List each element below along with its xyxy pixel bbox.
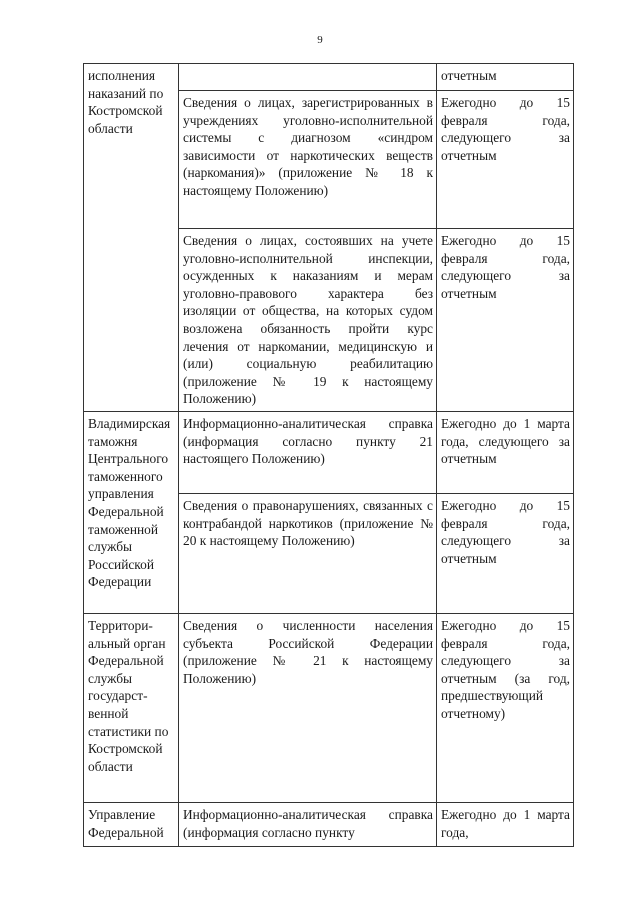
deadline-text: отчетным (441, 68, 497, 83)
agency-text: Территориальный орган Федеральной службы государственной статистики по Костромской области (88, 617, 169, 774)
deadline-text: Ежегодно до 1 марта года, следующего за отчетным (441, 415, 570, 467)
table-row (84, 613, 574, 802)
document-cell (179, 802, 437, 846)
document-text: Информационно-аналитическая справка (информация согласно пункту 21 настоящего Положению) (183, 415, 433, 467)
document-text: Сведения о численности населения субъекта Российской Федерации (приложение № 21 к настоящему Положению) (183, 617, 433, 686)
deadline-text: Ежегодно до 15 февраля года, следующего за отчетным (441, 95, 570, 163)
document-cell (179, 411, 437, 493)
agency-text: Управление Федеральной (88, 806, 164, 840)
deadline-text: Ежегодно до 15 февраля года, следующего за отчетным (441, 497, 570, 566)
deadline-text: Ежегодно до 15 февраля года, следующего за отчетным (за год, предшествующий отчетному) (441, 617, 570, 721)
document-text: Информационно-аналитическая справка (информация согласно пункту (183, 806, 433, 840)
document-cell (179, 91, 437, 229)
agency-cell (84, 64, 179, 412)
table-row (84, 802, 574, 846)
deadline-text: Ежегодно до 1 марта года, (441, 806, 570, 840)
document-text: Сведения о правонарушениях, связанных с контрабандой наркотиков (приложение № 20 к настоящему Положению) (183, 497, 433, 549)
deadline-cell (437, 64, 574, 91)
document-cell (179, 613, 437, 802)
page-number: 9 (317, 34, 323, 46)
document-cell (179, 229, 437, 412)
document-cell (179, 493, 437, 613)
table-row (84, 411, 574, 493)
agency-cell (84, 411, 179, 613)
agency-text: исполнения наказаний по Костромской области (88, 68, 164, 136)
document-text: Сведения о лицах, зарегистрированных в учреждениях уголовно-исполнительной системы с диагнозом «синдром зависимости от наркотических веществ (наркомания)» (приложение № 18 к настоящему Положению) (183, 95, 433, 198)
document-cell (179, 64, 437, 91)
agency-text: Владимирская таможня Центрального таможенного управления Федеральной таможенной службы Российской Федерации (88, 415, 171, 590)
deadline-cell (437, 91, 574, 229)
deadline-text: Ежегодно до 15 февраля года, следующего за отчетным (441, 233, 570, 301)
document-text: Сведения о лицах, состоявших на учете уголовно-исполнительной инспекции, осужденных к наказаниям и мерам уголовно-правового характера без изоляции от общества, на которых судом возложена обязанность пройти курс лечения от наркомании, медицинскую и (или) социальную реабилитацию (приложение № 19 к настоящему Положению) (183, 233, 433, 407)
agency-cell (84, 613, 179, 802)
table-row (84, 64, 574, 91)
deadline-cell (437, 802, 574, 846)
deadline-cell (437, 613, 574, 802)
agency-cell (84, 802, 179, 846)
deadline-cell (437, 411, 574, 493)
deadline-cell (437, 493, 574, 613)
reporting-table (83, 63, 574, 847)
deadline-cell (437, 229, 574, 412)
